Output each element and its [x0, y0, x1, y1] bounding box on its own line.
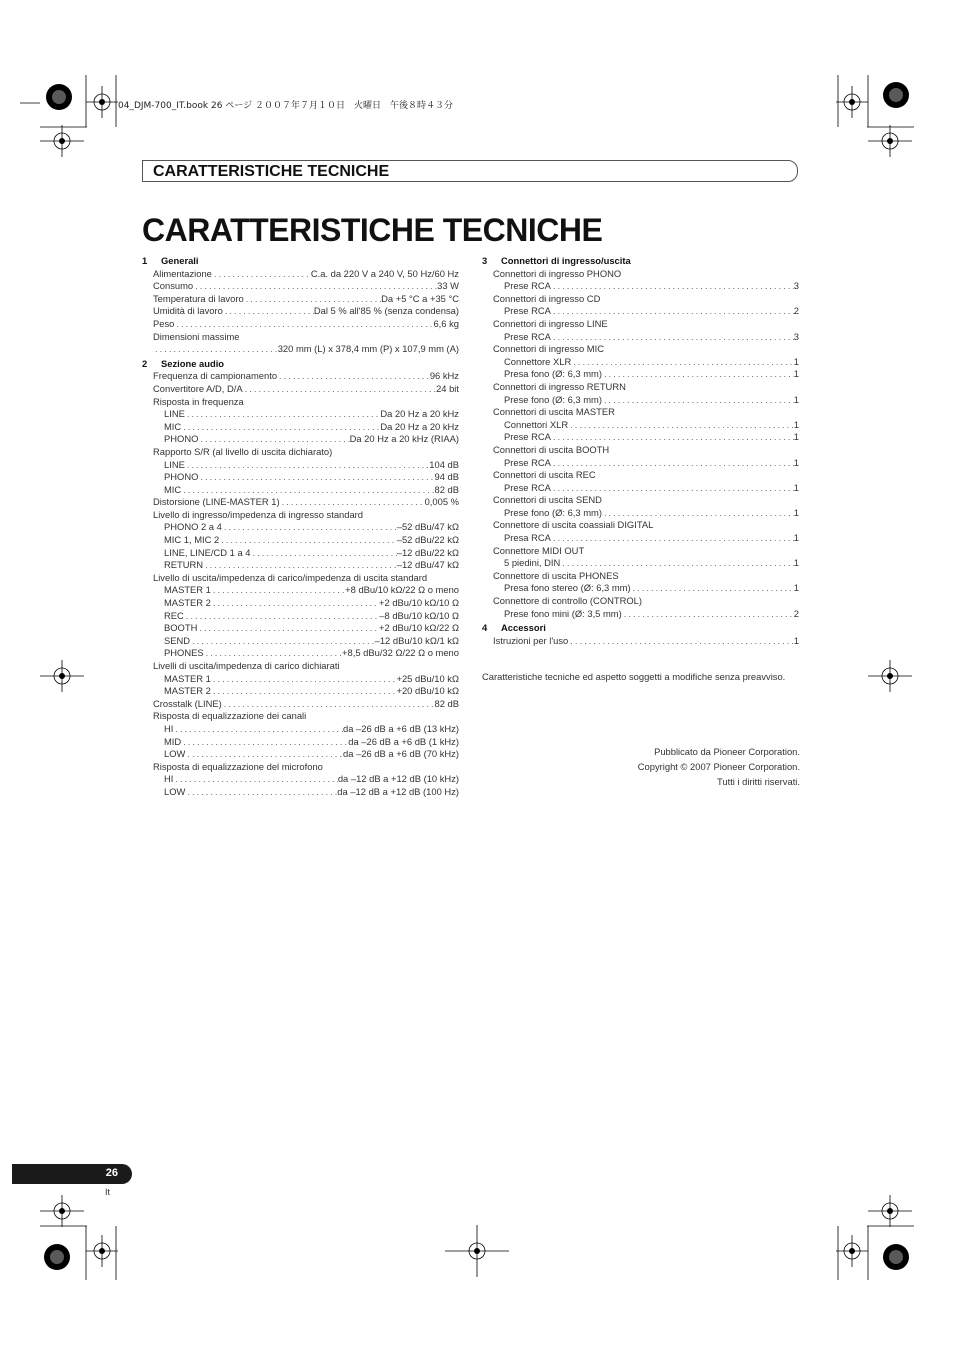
file-header: 04_DJM-700_IT.book 26 ページ ２００７年７月１０日 火曜日 午後８時４３分 [118, 101, 453, 111]
spec-row: Prese fono (Ø: 6,3 mm) ..... 1 [482, 507, 799, 520]
spec-row: RETURN ..... –12 dBu/47 kΩ [142, 559, 459, 572]
spec-row: Istruzioni per l'uso ..... 1 [482, 635, 799, 648]
spec-subheading: Livello di ingresso/impedenza di ingresso standard [153, 508, 364, 520]
spec-row: Prese RCA ..... 3 [482, 331, 799, 344]
spec-row: LOW ..... da –26 dB a +6 dB (70 kHz) [142, 748, 459, 761]
spec-subheading: Connettori di uscita SEND [493, 494, 602, 506]
spec-row: PHONO ..... 94 dB [142, 471, 459, 484]
spec-subheading: Connettori di uscita REC [493, 469, 596, 481]
section-heading: 4 Accessori [482, 622, 546, 634]
section-title: CARATTERISTICHE TECNICHE [153, 163, 390, 180]
spec-subheading: Rapporto S/R (al livello di uscita dichiarato) [153, 445, 333, 457]
spec-row: Convertitore A/D, D/A ..... 24 bit [142, 383, 459, 396]
spec-row: ..... 320 mm (L) x 378,4 mm (P) x 107,9 mm (A) [142, 343, 459, 356]
spec-row: LINE ..... Da 20 Hz a 20 kHz [142, 408, 459, 421]
spec-row: LOW ..... da –12 dB a +12 dB (100 Hz) [142, 786, 459, 799]
spec-row: LINE, LINE/CD 1 a 4 ..... –12 dBu/22 kΩ [142, 547, 459, 560]
spec-row: Connettori XLR ..... 1 [482, 419, 799, 432]
spec-subheading: Risposta di equalizzazione del microfono [153, 760, 323, 772]
spec-row: MIC ..... 82 dB [142, 484, 459, 497]
spec-row: PHONO 2 a 4 ..... –52 dBu/47 kΩ [142, 521, 459, 534]
spec-row: PHONES ..... +8,5 dBu/32 Ω/22 Ω o meno [142, 647, 459, 660]
page-number-tab [12, 1164, 132, 1184]
spec-row: Alimentazione ..... C.a. da 220 V a 240 V, 50 Hz/60 Hz [142, 268, 459, 281]
spec-row: Peso ..... 6,6 kg [142, 318, 459, 331]
section-heading: 2 Sezione audio [142, 357, 225, 369]
spec-subheading: Connettori di ingresso MIC [493, 343, 604, 355]
spec-row: SEND ..... –12 dBu/10 kΩ/1 kΩ [142, 635, 459, 648]
spec-row: MIC 1, MIC 2 ..... –52 dBu/22 kΩ [142, 534, 459, 547]
spec-subheading: Connettori di uscita MASTER [493, 406, 615, 418]
rights-line: Tutti i diritti riservati. [717, 776, 800, 788]
spec-row: Prese RCA ..... 3 [482, 280, 799, 293]
spec-row: Prese RCA ..... 1 [482, 457, 799, 470]
section-bar [142, 160, 798, 182]
page-number: 26 [105, 1167, 118, 1179]
spec-row: Consumo ..... 33 W [142, 280, 459, 293]
spec-row: Prese RCA ..... 1 [482, 431, 799, 444]
publisher-info [482, 744, 800, 790]
spec-row: Prese RCA ..... 1 [482, 482, 799, 495]
spec-subheading: Livello di uscita/impedenza di carico/impedenza di uscita standard [153, 571, 428, 583]
spec-subheading: Connettori di ingresso LINE [493, 317, 608, 329]
spec-row: MASTER 1 ..... +25 dBu/10 kΩ [142, 673, 459, 686]
spec-row: Prese fono (Ø: 6,3 mm) ..... 1 [482, 394, 799, 407]
publisher-line: Pubblicato da Pioneer Corporation. [654, 746, 800, 757]
spec-row: MASTER 2 ..... +2 dBu/10 kΩ/10 Ω [142, 597, 459, 610]
spec-row: BOOTH ..... +2 dBu/10 kΩ/22 Ω [142, 622, 459, 635]
spec-row: MIC ..... Da 20 Hz a 20 kHz [142, 421, 459, 434]
spec-row: Temperatura di lavoro ..... Da +5 °C a +35 °C [142, 293, 459, 306]
section-heading: 3 Connettori di ingresso/uscita [482, 255, 631, 266]
spec-subheading: Connettore di uscita coassiali DIGITAL [493, 519, 654, 531]
spec-subheading: Connettore MIDI OUT [493, 544, 585, 556]
spec-row: MASTER 1 ..... +8 dBu/10 kΩ/22 Ω o meno [142, 584, 459, 597]
spec-row: Prese RCA ..... 2 [482, 305, 799, 318]
spec-row: Umidità di lavoro ..... Dal 5 % all'85 % (senza condensa) [142, 305, 459, 318]
spec-row: Presa fono stereo (Ø: 6,3 mm) ..... 1 [482, 582, 799, 595]
spec-subheading: Connettori di ingresso CD [493, 292, 601, 304]
spec-row: PHONO ..... Da 20 Hz a 20 kHz (RIAA) [142, 433, 459, 446]
spec-row: Connettore XLR ..... 1 [482, 356, 799, 369]
spec-row: MASTER 2 ..... +20 dBu/10 kΩ [142, 685, 459, 698]
spec-row: 5 piedini, DIN ..... 1 [482, 557, 799, 570]
spec-subheading: Risposta in frequenza [153, 395, 244, 407]
spec-row: MID ..... da –26 dB a +6 dB (1 kHz) [142, 736, 459, 749]
change-notice: Caratteristiche tecniche ed aspetto soggetti a modifiche senza preavviso. [482, 671, 786, 682]
spec-row: HI ..... da –26 dB a +6 dB (13 kHz) [142, 723, 459, 736]
spec-row: Crosstalk (LINE) ..... 82 dB [142, 698, 459, 711]
specs-left-column [142, 253, 459, 799]
spec-subheading: Connettori di ingresso RETURN [493, 380, 626, 392]
spec-subheading: Connettore di controllo (CONTROL) [493, 595, 643, 607]
spec-subheading: Livelli di uscita/impedenza di carico dichiarati [153, 660, 340, 671]
spec-row: Presa fono (Ø: 6,3 mm) ..... 1 [482, 368, 799, 381]
spec-row: HI ..... da –12 dB a +12 dB (10 kHz) [142, 773, 459, 786]
copyright-line: Copyright © 2007 Pioneer Corporation. [637, 761, 800, 773]
spec-row: Presa RCA ..... 1 [482, 532, 799, 545]
section-heading: 1 Generali [142, 255, 199, 266]
spec-row: Prese fono mini (Ø: 3,5 mm) ..... 2 [482, 608, 799, 621]
spec-row: LINE ..... 104 dB [142, 459, 459, 472]
language-code: It [105, 1187, 111, 1197]
spec-row: REC ..... –8 dBu/10 kΩ/10 Ω [142, 610, 459, 623]
page-title: CARATTERISTICHE TECNICHE [142, 212, 603, 248]
spec-subheading: Connettori di ingresso PHONO [493, 267, 622, 279]
spec-row: Frequenza di campionamento ..... 96 kHz [142, 370, 459, 383]
spec-subheading: Connettori di uscita BOOTH [493, 443, 610, 455]
spec-subheading: Risposta di equalizzazione dei canali [153, 710, 307, 722]
spec-subheading: Dimensioni massime [153, 330, 240, 342]
specs-right-column [482, 253, 799, 647]
spec-subheading: Connettore di uscita PHONES [493, 569, 619, 581]
spec-row: Distorsione (LINE-MASTER 1) ..... 0,005 % [142, 496, 459, 509]
